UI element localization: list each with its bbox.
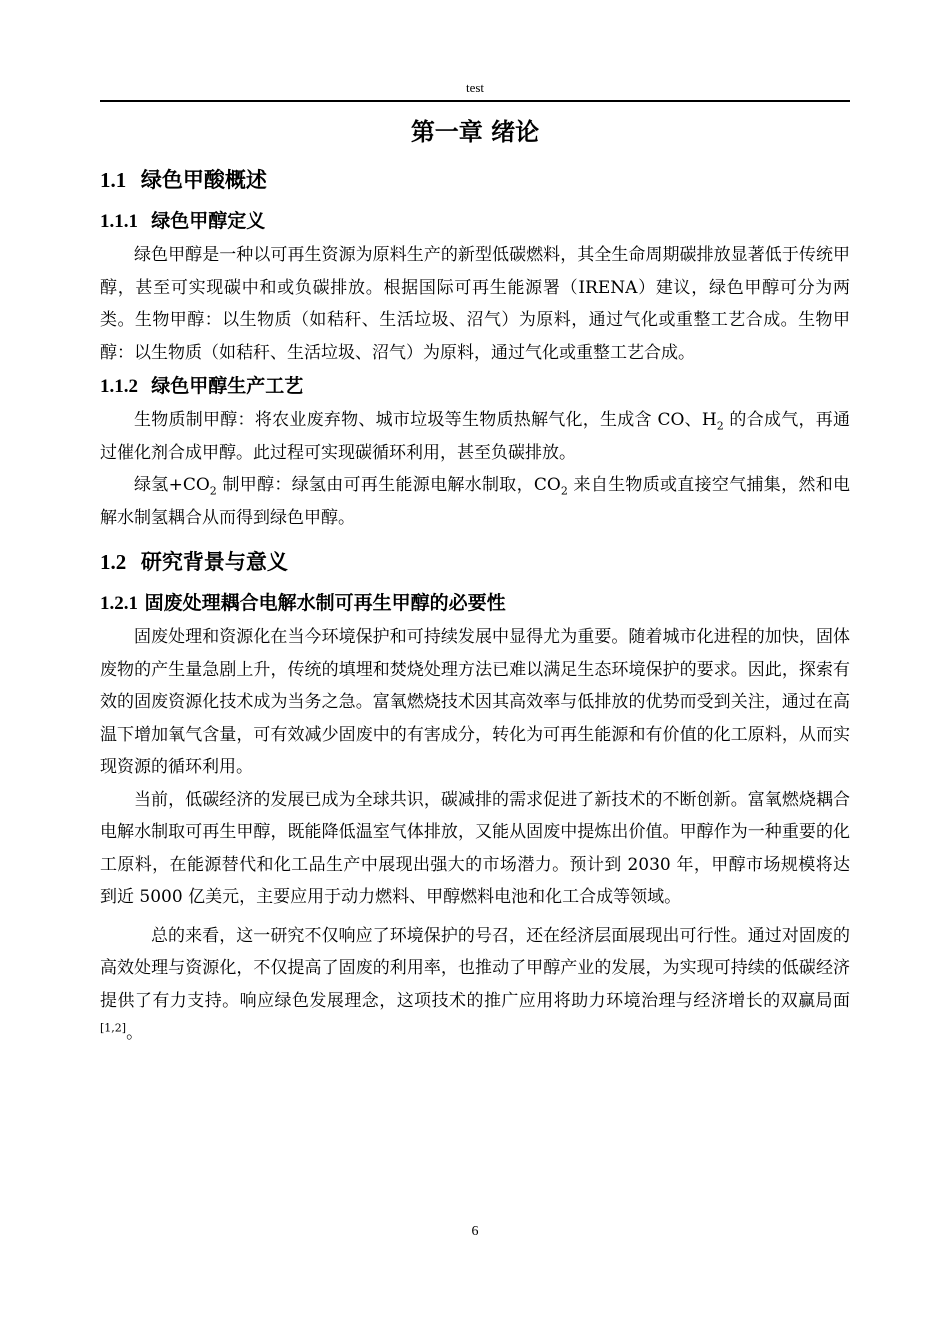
subsection-title: 绿色甲醇定义 xyxy=(151,210,266,232)
paragraph xyxy=(100,404,850,469)
subsection-number: 1.1.2 xyxy=(100,376,138,397)
section-heading-1-1 xyxy=(100,164,850,196)
section-number: 1.2 xyxy=(100,550,127,574)
section-heading-1-2 xyxy=(100,546,850,578)
text-run: 。 xyxy=(126,1023,144,1043)
text-run: 生物质制甲醇：将农业废弃物、城市垃圾等生物质热解气化，生成含 CO、H xyxy=(134,410,717,430)
subscript: 2 xyxy=(716,419,724,433)
paragraph xyxy=(100,920,850,1050)
subsection-title: 固废处理耦合电解水制可再生甲醇的必要性 xyxy=(144,592,506,614)
header-rule xyxy=(100,100,850,102)
subsection-number: 1.2.1 xyxy=(100,593,138,614)
subscript: 2 xyxy=(560,484,568,498)
page-body xyxy=(100,112,850,1050)
text-run: 的合成气，再通过催化剂合成甲醇。此过程可实现碳循环利用，甚至负碳排放。 xyxy=(100,410,850,463)
text-run: 制甲醇：绿氢由可再生能源电解水制取，CO xyxy=(216,475,561,495)
subsection-heading-1-1-1 xyxy=(100,206,850,237)
text-run: 总的来看，这一研究不仅响应了环境保护的号召，还在经济层面展现出可行性。通过对固废的高效处理与资源化，不仅提高了固废的利用率，也推动了甲醇产业的发展，为实现可持续的低碳经济提供了有力支持。响应绿色发展理念，这项技术的推广应用将助力环境治理与经济增长的双赢局面 xyxy=(100,925,850,1011)
chapter-title: 第一章 绪论 xyxy=(410,118,540,146)
paragraph: 固废处理和资源化在当今环境保护和可持续发展中显得尤为重要。随着城市化进程的加快，固体废物的产生量急剧上升，传统的填埋和焚烧处理方法已难以满足生态环境保护的要求。因此，探索有效的固废资源化技术成为当务之急。富氧燃烧技术因其高效率与低排放的优势而受到关注，通过在高温下增加氧气含量，可有效减少固废中的有害成分，转化为可再生能源和有价值的化工原料，从而实现资源的循环利用。 xyxy=(100,627,850,777)
subsection-number: 1.1.1 xyxy=(100,211,138,232)
paragraph: 绿色甲醇是一种以可再生资源为原料生产的新型低碳燃料，其全生命周期碳排放显著低于传统甲醇，甚至可实现碳中和或负碳排放。根据国际可再生能源署（IRENA）建议，绿色甲醇可分为两类。生物甲醇：以生物质（如秸秆、生活垃圾、沼气）为原料，通过气化或重整工艺合成。生物甲醇：以生物质（如秸秆、生活垃圾、沼气）为原料，通过气化或重整工艺合成。 xyxy=(100,245,850,363)
section-title: 研究背景与意义 xyxy=(140,550,288,574)
text-run: 来自生物质或直接空气捕集，然和电解水制氢耦合从而得到绿色甲醇。 xyxy=(100,475,850,528)
text-run: 绿氢+CO xyxy=(134,475,210,495)
page-header: test xyxy=(465,80,485,95)
section-title: 绿色甲酸概述 xyxy=(140,168,267,192)
citation: [1,2] xyxy=(100,1021,127,1035)
subsection-heading-1-1-2 xyxy=(100,371,850,402)
subsection-heading-1-2-1 xyxy=(100,588,850,619)
subscript: 2 xyxy=(209,484,217,498)
subsection-title: 绿色甲醇生产工艺 xyxy=(151,375,304,397)
section-number: 1.1 xyxy=(100,168,127,192)
page-number: 6 xyxy=(471,1224,479,1239)
paragraph: 当前，低碳经济的发展已成为全球共识，碳减排的需求促进了新技术的不断创新。富氧燃烧耦合电解水制取可再生甲醇，既能降低温室气体排放，又能从固废中提炼出价值。甲醇作为一种重要的化工原料，在能源替代和化工品生产中展现出强大的市场潜力。预计到 2030 年，甲醇市场规模将达到近 5000 亿美元，主要应用于动力燃料、甲醇燃料电池和化工合成等领域。 xyxy=(100,789,850,907)
paragraph xyxy=(100,469,850,534)
